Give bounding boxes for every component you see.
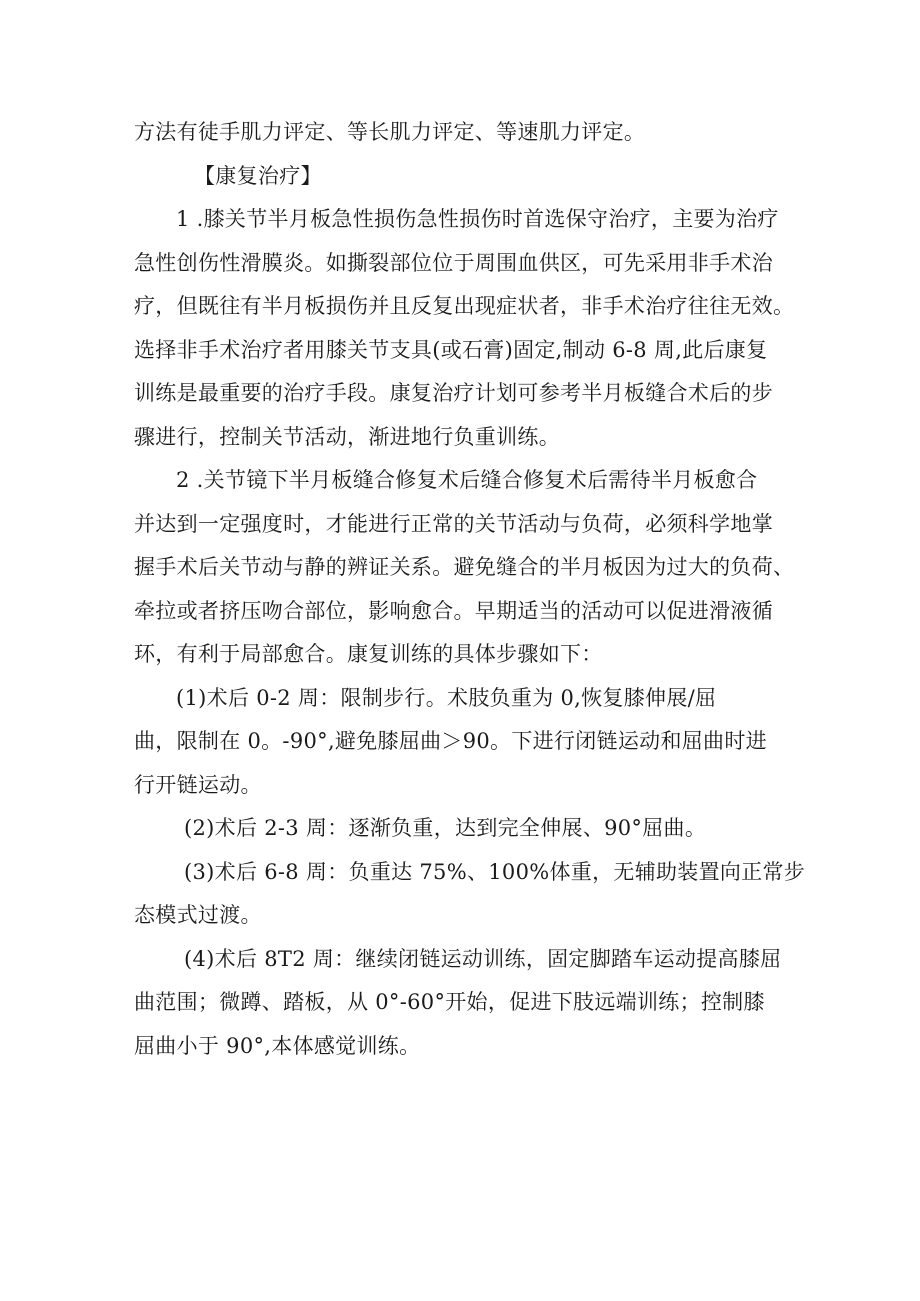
paragraph-line: 选择非手术治疗者用膝关节支具(或石膏)固定,制动 6-8 周,此后康复 [134,337,768,362]
paragraph-line: 1 .膝关节半月板急性损伤急性损伤时首选保守治疗，主要为治疗 [176,207,779,231]
list-item-line: 态模式过渡。 [134,903,262,927]
list-item-line: (4)术后 8T2 周：继续闭链运动训练，固定脚踏车运动提高膝屈 [184,946,782,971]
list-item-line: 曲范围；微蹲、踏板，从 0°-60°开始，促进下肢远端训练；控制膝 [134,990,765,1014]
paragraph-line: 环，有利于局部愈合。康复训练的具体步骤如下： [134,642,603,666]
paragraph-line: 并达到一定强度时，才能进行正常的关节活动与负荷，必须科学地掌 [134,511,773,536]
paragraph-line: 训练是最重要的治疗手段。康复治疗计划可参考半月板缝合术后的步 [134,381,773,405]
list-item-line: (3)术后 6-8 周：负重达 75%、100%体重，无辅助装置向正常步 [184,859,806,884]
paragraph-line: 握手术后关节动与静的辨证关系。避免缝合的半月板因为过大的负荷、 [134,555,795,579]
paragraph-line: 急性创伤性滑膜炎。如撕裂部位位于周围血供区，可先采用非手术治 [134,250,773,275]
paragraph-line: 骤进行，控制关节活动，渐进地行负重训练。 [134,424,560,449]
document-body [134,111,806,1068]
list-item-line: 曲，限制在 0。-90°,避免膝屈曲＞90。下进行闭链运动和屈曲时进 [134,729,767,753]
list-item-line: (1)术后 0-2 周：限制步行。术肢负重为 0,恢复膝伸展/屈 [176,685,717,710]
paragraph-line: 疗，但既往有半月板损伤并且反复出现症状者，非手术治疗往往无效。 [134,294,795,318]
list-item-line: (2)术后 2-3 周：逐渐负重，达到完全伸展、90°屈曲。 [184,816,707,840]
section-heading: 【康复治疗】 [194,163,322,188]
list-item-line: 行开链运动。 [134,772,262,797]
paragraph-line: 牵拉或者挤压吻合部位，影响愈合。早期适当的活动可以促进滑液循 [134,598,773,623]
list-item-line: 屈曲小于 90°,本体感觉训练。 [134,1033,421,1058]
paragraph-line: 方法有徒手肌力评定、等长肌力评定、等速肌力评定。 [134,120,646,144]
paragraph-line: 2 .关节镜下半月板缝合修复术后缝合修复术后需待半月板愈合 [176,468,758,492]
